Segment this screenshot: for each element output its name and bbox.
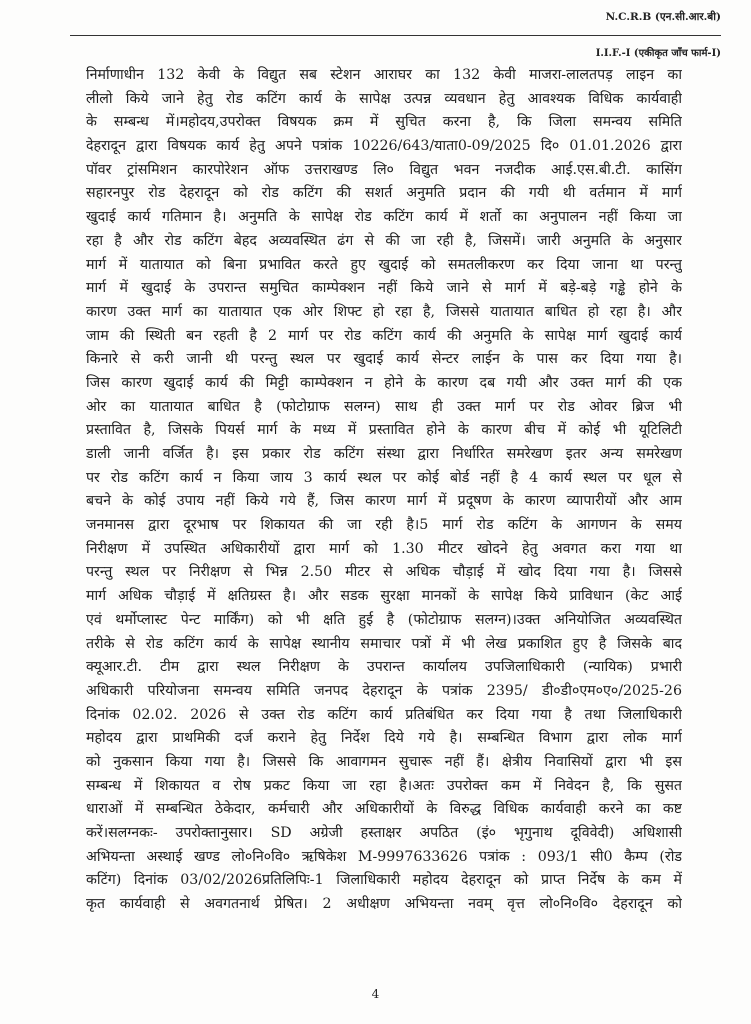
text-line: को नुकसान किया गया है। जिससे कि आवागमन सुचारू नहीं हैं। क्षेत्रीय निवासियों द्वारा भी इस — [86, 753, 682, 770]
text-line: लीलो किये जाने हेतु रोड कटिंग कार्य के सापेक्ष उत्पन्न व्यवधान हेतु आवश्यक विधिक कार्यवाही — [86, 90, 682, 107]
text-line: क्यूआर.टी. टीम द्वारा स्थल निरीक्षण के उपरान्त कार्यालय उपजिलाधिकारी (न्यायिक) प्रभारी — [86, 659, 682, 676]
text-line: सम्बन्ध में शिकायत व रोष प्रकट किया जा रहा है।अतः उपरोक्त कम में निवेदन है, कि सुसत — [86, 777, 682, 794]
text-line: कारण उक्त मार्ग का यातायात एक ओर शिफ्ट हो रहा है, जिससे यातायात बाधित हो रहा है। और — [86, 303, 682, 320]
text-line: अधिकारी परियोजना समन्वय समिति जनपद देहरादून के पत्रांक 2395/ डी०डी०एम०ए०/2025-26 — [86, 682, 682, 699]
text-line: मार्ग में यातायात को बिना प्रभावित करते हुए खुदाई को समतलीकरण कर दिया जाना था परन्तु — [86, 256, 682, 273]
text-line: एवं थर्मोप्लास्ट पेन्ट मार्किंग) को भी क्षति हुई है (फोटोग्राफ सलग्न)।उक्त अनियोजित अव्यवस्थित — [86, 611, 682, 628]
text-line: कटिंग) दिनांक 03/02/2026प्रतिलिपिः-1 जिलाधिकारी महोदय देहरादून को प्राप्त निर्देष के कम में — [86, 872, 682, 889]
text-line: महोदय द्वारा प्राथमिकी दर्ज कराने हेतु निर्देश दिये गये है। सम्बन्धित विभाग द्वारा लोक मार्ग — [86, 730, 682, 747]
text-line: करें।सलग्नकः- उपरोक्तानुसार। SD अग्रेजी हस्ताक्षर अपठित (इं० भृगुनाथ दूविवेदी) अधिशासी — [86, 825, 682, 841]
text-line: किनारे से करी जानी थी परन्तु स्थल पर खुदाई कार्य सेन्टर लाईन के पास कर दिया गया है। — [86, 351, 682, 368]
page-number: 4 — [371, 987, 380, 1001]
text-line: कृत कार्यवाही से अवगतनार्थ प्रेषित। 2 अधीक्षण अभियन्ता नवम् वृत्त लो०नि०वि० देहरादून को — [86, 896, 682, 913]
text-line: तरीके से रोड कटिंग कार्य के सापेक्ष स्थानीय समाचार पत्रों में भी लेख प्रकाशित हुए है जिसके बाद — [86, 635, 682, 652]
text-line: दिनांक 02.02. 2026 से उक्त रोड कटिंग कार्य प्रतिबंधित कर दिया गया है तथा जिलाधिकारी — [86, 706, 682, 723]
text-line: देहरादून द्वारा विषयक कार्य हेतु अपने पत्रांक 10226/643/याता0-09/2025 दि० 01.01.2026 द्वारा — [86, 138, 682, 155]
text-line: डाली जानी वर्जित है। इस प्रकार रोड कटिंग संस्था द्वारा निर्धारित समरेखण इतर अन्य समरेखण — [86, 446, 682, 462]
text-line: बचने के कोई उपाय नहीं किये गये हैं, जिस कारण मार्ग में प्रदूषण के कारण व्यापारीयों और आम — [86, 493, 682, 510]
form-type-label: I.I.F.-I (एकीकृत जाँच फार्म-I) — [595, 48, 721, 59]
text-line: अभियन्ता अस्थाई खण्ड लो०नि०वि० ऋषिकेश M-9997633626 पत्रांक : 093/1 सी0 कैम्प (रोड — [86, 848, 682, 865]
text-line: परन्तु स्थल पर निरीक्षण से भिन्न 2.50 मीटर से अधिक चौड़ाई में खोद दिया गया है। जिससे — [86, 564, 682, 581]
text-line: जाम की स्थिती बन रहती है 2 मार्ग पर रोड कटिंग कार्य की अनुमति के सापेक्ष मार्ग खुदाई कार्य — [86, 327, 682, 344]
text-line: खुदाई कार्य गतिमान है। अनुमति के सापेक्ष रोड कटिंग कार्य में शर्तो का अनुपालन नहीं किया जा — [86, 209, 682, 226]
text-line: के सम्बन्ध में।महोदय,उपरोक्त विषयक क्रम में सुचित करना है, कि जिला समन्वय समिति — [86, 114, 682, 131]
text-line: ओर का यातायात बाधित है (फोटोग्राफ सलग्न) साथ ही उक्त मार्ग पर रोड ओवर ब्रिज भी — [86, 398, 682, 415]
text-line: मार्ग अधिक चौड़ाई में क्षतिग्रस्त है। और सडक सुरक्षा मानकों के सापेक्ष किये प्राविधान (केट आई — [86, 588, 682, 605]
text-line: धाराओं में सम्बन्धित ठेकेदार, कर्मचारी और अधिकारीयों के विरुद्ध विधिक कार्यवाही करने का कष्ट — [86, 801, 682, 818]
header-ncrb-label: N.C.R.B (एन.सी.आर.बी) — [605, 11, 721, 23]
body-text — [86, 64, 682, 917]
text-line: पॉवर ट्रांसमिशन कारपोरेशन ऑफ उत्तराखण्ड लि० विद्युत भवन नजदीक आई.एस.बी.टी. कासिंग — [86, 161, 682, 178]
text-line: निर्माणाधीन 132 केवी के विद्युत सब स्टेशन आराघर का 132 केवी माजरा-लालतपड़ लाइन का — [86, 67, 682, 83]
text-line: प्रस्तावित है, जिसके पियर्स मार्ग के मध्य में प्रस्तावित होने के कारण बीच में कोई भी यूटिलिटी — [86, 422, 682, 439]
text-line: पर रोड कटिंग कार्य न किया जाय 3 कार्य स्थल पर कोई बोर्ड नहीं है 4 कार्य स्थल पर धूल से — [86, 469, 682, 486]
text-line: जनमानस द्वारा दूरभाष पर शिकायत की जा रही है।5 मार्ग रोड कटिंग के आगणन के समय — [86, 517, 682, 534]
text-line: जिस कारण खुदाई कार्य की मिट्टी काम्पेक्शन न होने के कारण दब गयी और उक्त मार्ग की एक — [86, 374, 682, 391]
text-line: सहारनपुर रोड देहरादून को रोड कटिंग की सशर्त अनुमति प्रदान की गयी थी वर्तमान में मार्ग — [86, 185, 682, 202]
text-line: निरीक्षण में उपस्थित अधिकारीयों द्वारा मार्ग को 1.30 मीटर खोदने हेतु अवगत करा गया था — [86, 540, 682, 557]
header-divider — [70, 35, 721, 36]
text-line: मार्ग में खुदाई के उपरान्त समुचित काम्पेक्शन नहीं किये जाने से मार्ग में बड़े-बड़े गड्ढे होने के — [86, 280, 682, 297]
text-line: रहा है और रोड कटिंग बेहद अव्यवस्थित ढंग से की जा रही है, जिसमें। जारी अनुमति के अनुसार — [86, 232, 682, 249]
